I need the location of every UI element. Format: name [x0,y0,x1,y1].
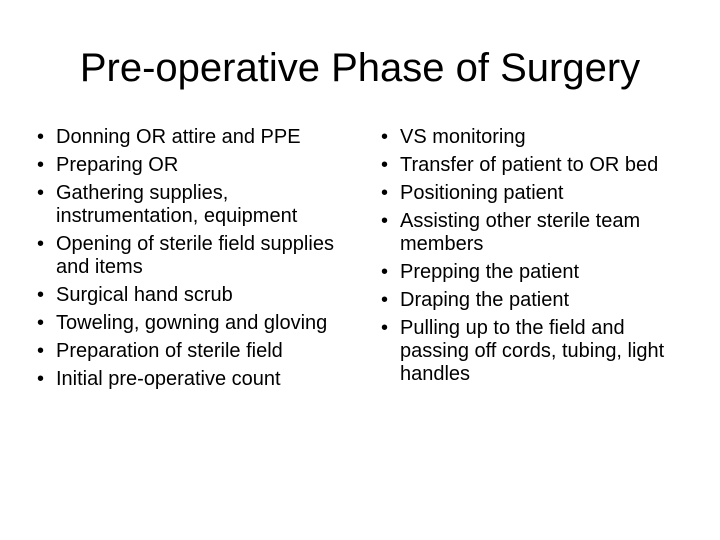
list-item [34,154,354,177]
list-item-text: Pulling up to the field and passing off cords, tubing, light handles [400,317,665,385]
list-item-text: Assisting other sterile team members [400,210,641,255]
bullet-icon: • [37,182,45,204]
list-item [34,368,354,391]
bullet-icon: • [37,284,45,306]
list-item-text: Draping the patient [400,289,570,311]
list-item-text: Donning OR attire and PPE [56,126,301,148]
list-item [34,126,354,149]
bullet-icon: • [381,210,389,232]
list-item-text: Opening of sterile field supplies and items [56,233,334,278]
bullet-icon: • [37,233,45,255]
list-item [34,312,354,335]
slide-title: Pre-operative Phase of Surgery [79,46,641,90]
list-item [378,289,698,312]
left-bullet-list [34,126,354,396]
list-item-text: Preparing OR [56,154,179,176]
bullet-icon: • [381,154,389,176]
list-item-text: Transfer of patient to OR bed [400,154,659,176]
bullet-icon: • [381,261,389,283]
list-item [378,210,698,256]
list-item-text: Prepping the patient [400,261,580,283]
list-item [378,126,698,149]
bullet-icon: • [381,182,389,204]
list-item-text: Initial pre-operative count [56,368,281,390]
bullet-icon: • [37,312,45,334]
list-item-text: Positioning patient [400,182,564,204]
bullet-icon: • [381,289,389,311]
bullet-icon: • [37,368,45,390]
list-item-text: Gathering supplies, instrumentation, equipment [56,182,298,227]
list-item [378,317,698,386]
list-item [34,340,354,363]
list-item-text: Surgical hand scrub [56,284,233,306]
list-item [378,154,698,177]
bullet-icon: • [37,126,45,148]
list-item-text: VS monitoring [400,126,526,148]
list-item [34,284,354,307]
list-item-text: Preparation of sterile field [56,340,283,362]
right-bullet-list [378,126,698,391]
bullet-icon: • [381,126,389,148]
bullet-icon: • [37,154,45,176]
list-item [34,182,354,228]
list-item [34,233,354,279]
bullet-icon: • [381,317,389,339]
list-item-text: Toweling, gowning and gloving [56,312,328,334]
list-item [378,182,698,205]
bullet-icon: • [37,340,45,362]
list-item [378,261,698,284]
